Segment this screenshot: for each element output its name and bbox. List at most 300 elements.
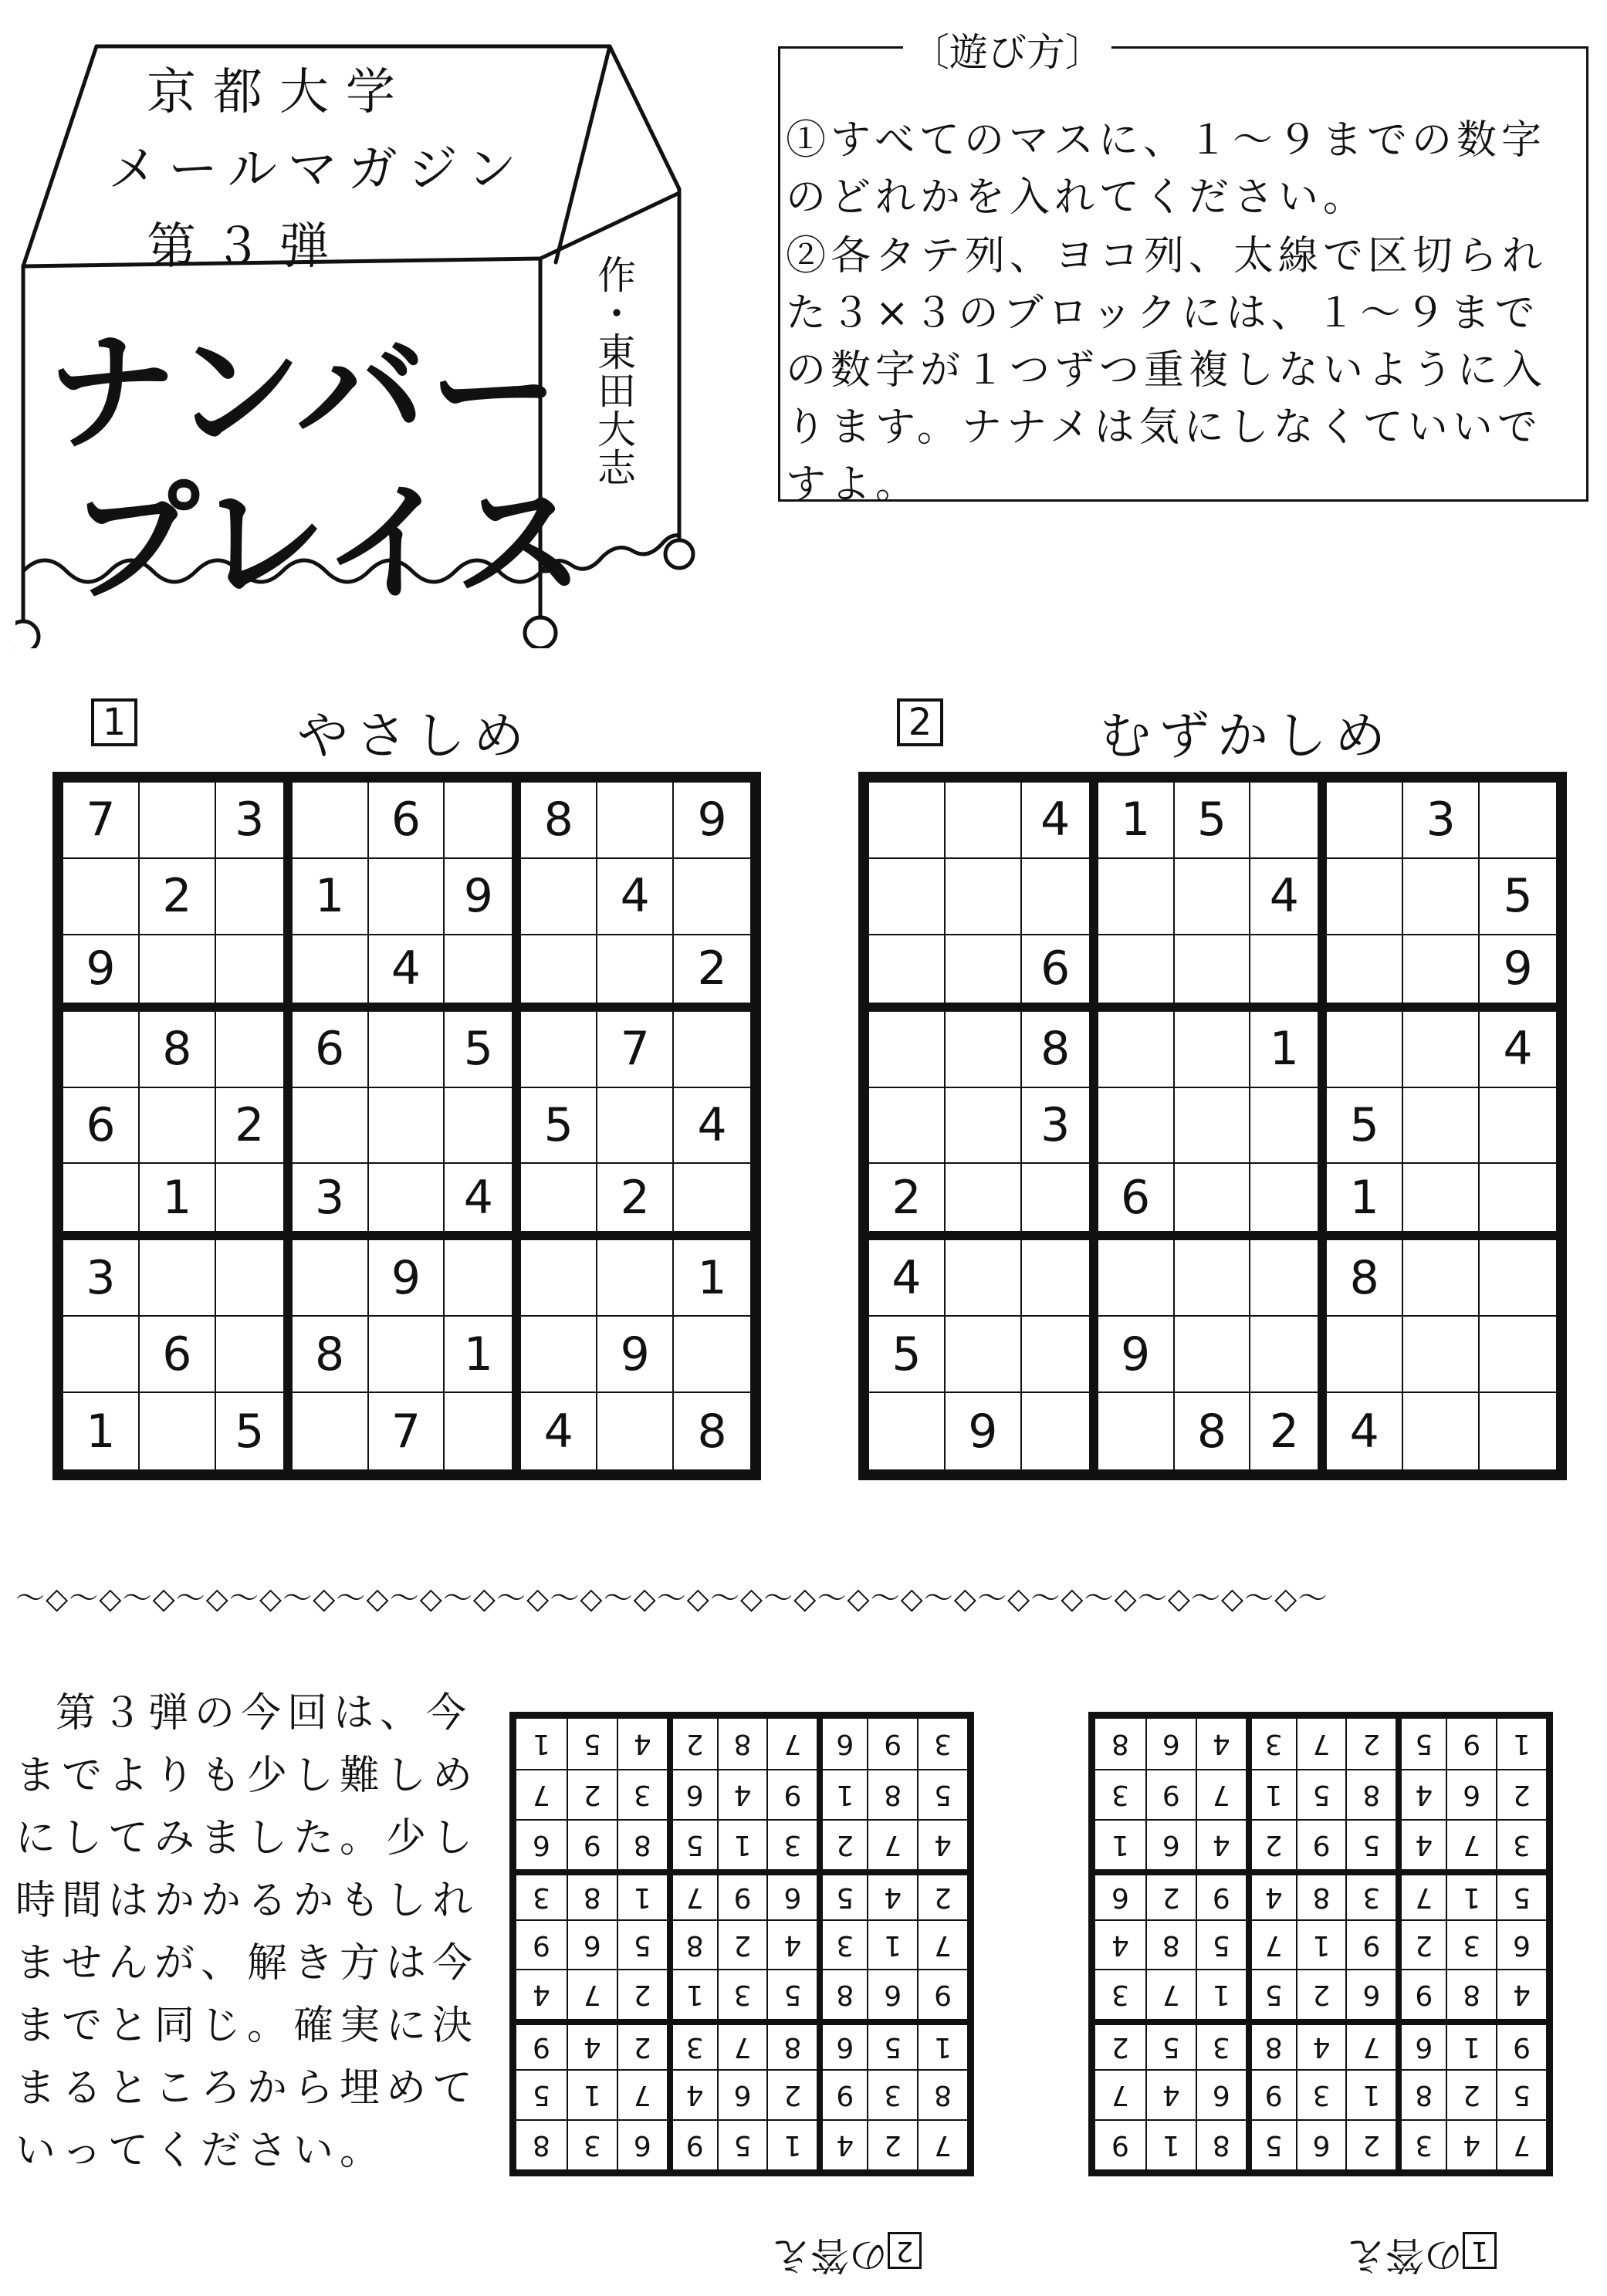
sudoku-cell (597, 1240, 674, 1317)
sudoku-cell: 3 (567, 2119, 617, 2169)
sudoku-cell: 2 (766, 2069, 817, 2119)
sudoku-cell: 5 (1396, 1719, 1446, 1769)
sudoku-cell: 3 (1396, 2119, 1446, 2169)
sudoku-cell: 5 (1480, 859, 1556, 935)
sudoku-cell (63, 1012, 140, 1088)
sudoku-cell (521, 1012, 597, 1088)
house-header-line2: メールマガジン (108, 141, 528, 198)
sudoku-cell: 9 (1098, 1317, 1175, 1393)
divider-pattern: ～◇～◇～◇～◇～◇～◇～◇～◇～◇～◇～◇～◇～◇～◇～◇～◇～◇～◇～◇～◇～◇～◇～◇～◇～ (15, 1581, 1328, 1615)
puzzle2-number-box: 2 (897, 698, 943, 746)
sudoku-cell (445, 783, 521, 859)
sudoku-cell (369, 1012, 445, 1088)
puzzle2-title: むずかしめ (1100, 706, 1393, 766)
sudoku-cell (216, 935, 293, 1012)
sudoku-cell: 4 (1095, 1919, 1145, 1970)
sudoku-cell: 4 (1196, 1819, 1246, 1869)
sudoku-cell (140, 1393, 216, 1469)
sudoku-cell: 4 (369, 935, 445, 1012)
house-header-line3: 第３弾 (147, 218, 346, 276)
sudoku-cell: 4 (1496, 1969, 1546, 2019)
sudoku-cell: 8 (1396, 2069, 1446, 2119)
sudoku-cell: 2 (1345, 1719, 1396, 1769)
sudoku-cell: 2 (1246, 1819, 1296, 1869)
sudoku-cell: 2 (867, 2119, 917, 2169)
sudoku-cell: 5 (817, 1869, 867, 1919)
sudoku-cell (597, 1393, 674, 1469)
sudoku-cell: 7 (1396, 1869, 1446, 1919)
sudoku-cell: 1 (1345, 2069, 1396, 2119)
answer1-grid (1088, 1712, 1553, 2176)
sudoku-cell (369, 859, 445, 935)
sudoku-cell: 1 (293, 859, 369, 935)
sudoku-cell (140, 1240, 216, 1317)
sudoku-cell: 3 (766, 1819, 817, 1869)
sudoku-cell: 5 (717, 2119, 767, 2169)
sudoku-cell: 4 (667, 2069, 717, 2119)
sudoku-cell (1250, 935, 1327, 1012)
sudoku-cell: 8 (817, 1969, 867, 2019)
sudoku-cell (1327, 1317, 1403, 1393)
sudoku-cell: 4 (817, 2119, 867, 2169)
sudoku-cell: 2 (216, 1088, 293, 1165)
sudoku-cell: 6 (1145, 1819, 1196, 1869)
sudoku-cell (521, 859, 597, 935)
sudoku-cell: 7 (717, 2019, 767, 2069)
sudoku-cell: 5 (1196, 1919, 1246, 1970)
sudoku-cell: 9 (567, 1819, 617, 1869)
sudoku-cell: 2 (817, 1819, 867, 1869)
sudoku-cell (1175, 1164, 1251, 1240)
sudoku-cell: 9 (674, 783, 750, 859)
sudoku-cell: 6 (1396, 2019, 1446, 2069)
sudoku-cell: 9 (1246, 2069, 1296, 2119)
sudoku-cell: 8 (1327, 1240, 1403, 1317)
sudoku-cell: 9 (817, 2069, 867, 2119)
sudoku-cell: 6 (567, 1919, 617, 1970)
sudoku-cell: 7 (1345, 2019, 1396, 2069)
title-house (15, 31, 710, 648)
sudoku-cell (1327, 859, 1403, 935)
sudoku-cell: 7 (917, 1919, 967, 1970)
sudoku-cell: 6 (766, 1869, 817, 1919)
sudoku-cell (674, 1164, 750, 1240)
sudoku-cell (1480, 1164, 1556, 1240)
sudoku-cell (521, 1240, 597, 1317)
sudoku-cell: 3 (667, 2019, 717, 2069)
sudoku-cell: 1 (1098, 783, 1175, 859)
rule-2: ②各タテ列、ヨコ列、太線で区切られた３×３のブロックには、１～９までの数字が１つずつ重複しないように入ります。ナナメは気にしなくていいですよ。 (786, 233, 1548, 508)
sudoku-cell: 2 (1296, 1969, 1346, 2019)
sudoku-cell (1175, 1088, 1251, 1165)
sudoku-cell: 5 (1246, 1969, 1296, 2019)
answer2-grid (509, 1712, 974, 2176)
sudoku-cell: 2 (567, 1769, 617, 1819)
sudoku-cell: 4 (867, 1869, 917, 1919)
answer1-label-text: の答え (1347, 2233, 1463, 2277)
sudoku-cell (216, 859, 293, 935)
answer2-label (772, 2230, 928, 2286)
sudoku-cell (521, 1317, 597, 1393)
sudoku-cell: 1 (63, 1393, 140, 1469)
sudoku-cell (1022, 1164, 1098, 1240)
sudoku-cell: 2 (717, 1919, 767, 1970)
sudoku-cell: 3 (63, 1240, 140, 1317)
sudoku-cell: 7 (516, 1769, 567, 1819)
sudoku-cell: 8 (516, 2119, 567, 2169)
sudoku-cell: 6 (867, 1969, 917, 2019)
author-message: 第３弾の今回は、今までよりも少し難しめにしてみました。少し時間はかかるかもしれませんが、解き方は今までと同じ。確実に決まるところから埋めていってください。 (15, 1690, 479, 2174)
sudoku-cell: 5 (1296, 1769, 1346, 1819)
sudoku-cell: 9 (516, 1919, 567, 1970)
author-credit: 作・東田大志 (591, 255, 636, 486)
sudoku-cell: 8 (617, 1819, 667, 1869)
sudoku-cell: 5 (869, 1317, 946, 1393)
sudoku-cell: 4 (674, 1088, 750, 1165)
sudoku-cell: 6 (293, 1012, 369, 1088)
sudoku-cell: 7 (1196, 1769, 1246, 1819)
sudoku-cell: 3 (717, 1969, 767, 2019)
sudoku-cell: 1 (1446, 1869, 1496, 1919)
sudoku-cell (445, 935, 521, 1012)
sudoku-cell: 3 (216, 783, 293, 859)
sudoku-cell (1403, 1393, 1480, 1469)
sudoku-cell (216, 1164, 293, 1240)
sudoku-cell: 5 (917, 1769, 967, 1819)
sudoku-cell: 7 (1296, 1719, 1346, 1769)
sudoku-cell: 6 (369, 783, 445, 859)
sudoku-cell: 5 (521, 1088, 597, 1165)
sudoku-cell (1250, 1240, 1327, 1317)
sudoku-cell (1098, 1393, 1175, 1469)
sudoku-cell: 1 (917, 2019, 967, 2069)
sudoku-cell: 3 (1095, 1969, 1145, 2019)
sudoku-cell (1098, 1240, 1175, 1317)
sudoku-cell (369, 1317, 445, 1393)
sudoku-cell: 3 (817, 1919, 867, 1970)
sudoku-cell: 3 (867, 2069, 917, 2119)
sudoku-cell: 9 (667, 2119, 717, 2169)
sudoku-cell: 5 (216, 1393, 293, 1469)
sudoku-cell: 4 (597, 859, 674, 935)
sudoku-cell (293, 783, 369, 859)
sudoku-cell: 3 (1095, 1769, 1145, 1819)
sudoku-cell: 9 (1145, 1769, 1196, 1819)
sudoku-cell: 1 (1496, 1719, 1546, 1769)
sudoku-cell (1175, 935, 1251, 1012)
sudoku-cell: 8 (667, 1919, 717, 1970)
sudoku-cell: 2 (617, 1969, 667, 2019)
sudoku-cell: 1 (567, 2069, 617, 2119)
sudoku-cell: 9 (369, 1240, 445, 1317)
sudoku-cell: 8 (1296, 1869, 1346, 1919)
sudoku-cell: 2 (1145, 1869, 1196, 1919)
sudoku-cell: 8 (766, 2019, 817, 2069)
sudoku-cell: 6 (1095, 1869, 1145, 1919)
sudoku-cell (1327, 1012, 1403, 1088)
sudoku-cell: 9 (1345, 1919, 1396, 1970)
sudoku-cell (869, 1012, 946, 1088)
sudoku-cell: 6 (1145, 1719, 1196, 1769)
sudoku-cell: 2 (1250, 1393, 1327, 1469)
sudoku-cell (869, 859, 946, 935)
sudoku-cell: 9 (597, 1317, 674, 1393)
sudoku-cell: 8 (1145, 1919, 1196, 1970)
sudoku-cell: 5 (1246, 2119, 1296, 2169)
sudoku-cell: 8 (697, 1404, 727, 1459)
sudoku-cell (1250, 1164, 1327, 1240)
sudoku-cell: 8 (1196, 2119, 1246, 2169)
sudoku-cell: 7 (63, 783, 140, 859)
sudoku-cell: 1 (867, 1919, 917, 1970)
sudoku-cell: 1 (667, 1969, 717, 2019)
sudoku-cell: 5 (567, 1719, 617, 1769)
sudoku-cell: 6 (140, 1317, 216, 1393)
sudoku-cell (1403, 1164, 1480, 1240)
sudoku-cell: 5 (867, 2019, 917, 2069)
rules-heading: 〔遊び方〕 (903, 22, 1111, 77)
sudoku-cell (216, 1240, 293, 1317)
sudoku-cell: 2 (1345, 2119, 1396, 2169)
sudoku-cell: 1 (140, 1164, 216, 1240)
sudoku-cell (521, 935, 597, 1012)
sudoku-cell: 5 (445, 1012, 521, 1088)
sudoku-cell: 9 (917, 1969, 967, 2019)
sudoku-cell (216, 1012, 293, 1088)
sudoku-cell (293, 1393, 369, 1469)
sudoku-cell (1480, 1088, 1556, 1165)
sudoku-cell (1480, 1317, 1556, 1393)
sudoku-cell (1022, 1240, 1098, 1317)
sudoku-cell (1480, 1393, 1556, 1469)
sudoku-cell (1480, 783, 1556, 859)
sudoku-cell: 2 (674, 935, 750, 1012)
sudoku-cell: 6 (1345, 1969, 1396, 2019)
sudoku-cell: 6 (1296, 2119, 1346, 2169)
sudoku-cell: 9 (1496, 2019, 1546, 2069)
sudoku-cell: 3 (1246, 1719, 1296, 1769)
sudoku-cell: 6 (617, 2119, 667, 2169)
sudoku-cell (1480, 1240, 1556, 1317)
sudoku-cell: 1 (1250, 1012, 1327, 1088)
sudoku-cell (1403, 1088, 1480, 1165)
sudoku-cell (946, 1317, 1022, 1393)
sudoku-cell (140, 1088, 216, 1165)
sudoku-cell: 4 (1480, 1012, 1556, 1088)
sudoku-cell (1250, 1088, 1327, 1165)
sudoku-cell (946, 1088, 1022, 1165)
sudoku-cell: 4 (1250, 859, 1327, 935)
sudoku-cell: 7 (766, 1719, 817, 1769)
sudoku-cell: 7 (867, 1819, 917, 1869)
sudoku-cell: 1 (1446, 2019, 1496, 2069)
sudoku-cell (63, 1317, 140, 1393)
sudoku-cell: 9 (946, 1393, 1022, 1469)
sudoku-cell: 9 (1480, 935, 1556, 1012)
sudoku-cell: 3 (1496, 1819, 1546, 1869)
sudoku-cell: 9 (1196, 1869, 1246, 1919)
sudoku-cell: 4 (1396, 1819, 1446, 1869)
sudoku-cell: 5 (1145, 2019, 1196, 2069)
sudoku-cell (1022, 1393, 1098, 1469)
sudoku-cell: 9 (1446, 1719, 1496, 1769)
puzzle1-grid (52, 772, 761, 1480)
sudoku-cell: 7 (1095, 2069, 1145, 2119)
sudoku-cell: 3 (1446, 1919, 1496, 1970)
sudoku-cell: 4 (521, 1393, 597, 1469)
sudoku-cell: 1 (1327, 1164, 1403, 1240)
sudoku-cell: 1 (617, 1869, 667, 1919)
sudoku-cell (1022, 859, 1098, 935)
sudoku-cell: 3 (1296, 2069, 1346, 2119)
sudoku-cell: 8 (293, 1317, 369, 1393)
divider (15, 1574, 1590, 1615)
sudoku-cell: 7 (1246, 1919, 1296, 1970)
sudoku-cell: 9 (867, 1719, 917, 1769)
answer2-number-box: 2 (888, 2232, 922, 2269)
sudoku-cell: 1 (533, 1727, 550, 1760)
sudoku-cell: 1 (1246, 1769, 1296, 1819)
sudoku-cell: 5 (1496, 2069, 1546, 2119)
sudoku-cell (521, 1164, 597, 1240)
sudoku-cell: 8 (917, 2069, 967, 2119)
rule-1: ①すべてのマスに、１～９までの数字のどれかを入れてください。 (786, 117, 1546, 221)
sudoku-cell (674, 859, 750, 935)
sudoku-cell: 5 (1496, 1869, 1546, 1919)
sudoku-cell: 4 (1446, 2119, 1496, 2169)
sudoku-cell (1175, 859, 1251, 935)
sudoku-cell: 8 (1246, 2019, 1296, 2069)
sudoku-cell: 2 (869, 1164, 946, 1240)
sudoku-cell (597, 935, 674, 1012)
sudoku-cell (1403, 935, 1480, 1012)
sudoku-cell (1098, 859, 1175, 935)
sudoku-cell (946, 783, 1022, 859)
sudoku-cell: 4 (1196, 1719, 1246, 1769)
sudoku-cell: 4 (1246, 1869, 1296, 1919)
main-title-line1: ナンバー (46, 317, 562, 468)
sudoku-cell: 4 (766, 1919, 817, 1970)
sudoku-cell: 7 (567, 1969, 617, 2019)
sudoku-cell (1403, 1240, 1480, 1317)
sudoku-cell: 6 (516, 1819, 567, 1869)
sudoku-cell (946, 1012, 1022, 1088)
puzzle2-grid (858, 772, 1567, 1480)
sudoku-cell: 3 (1345, 1869, 1396, 1919)
sudoku-cell: 8 (521, 783, 597, 859)
sudoku-cell: 9 (717, 1869, 767, 1919)
sudoku-cell: 3 (1196, 2019, 1246, 2069)
sudoku-cell (1098, 1012, 1175, 1088)
sudoku-cell: 2 (140, 859, 216, 935)
sudoku-cell: 2 (667, 1719, 717, 1769)
sudoku-cell: 2 (1396, 1919, 1446, 1970)
sudoku-cell: 9 (1095, 2119, 1145, 2169)
sudoku-cell (293, 935, 369, 1012)
sudoku-cell (1022, 1317, 1098, 1393)
sudoku-cell: 3 (293, 1164, 369, 1240)
sudoku-cell: 6 (63, 1088, 140, 1165)
sudoku-cell: 4 (917, 1819, 967, 1869)
sudoku-cell: 3 (917, 1719, 967, 1769)
sudoku-cell: 4 (516, 1969, 567, 2019)
sudoku-cell (369, 1088, 445, 1165)
sudoku-cell (140, 783, 216, 859)
sudoku-cell: 3 (617, 1769, 667, 1819)
sudoku-cell: 1 (674, 1240, 750, 1317)
sudoku-cell (1098, 1088, 1175, 1165)
sudoku-cell: 5 (1345, 1819, 1396, 1869)
sudoku-cell: 9 (1396, 1969, 1446, 2019)
sudoku-cell: 7 (617, 2069, 667, 2119)
sudoku-cell: 2 (1496, 1769, 1546, 1819)
sudoku-cell: 7 (369, 1393, 445, 1469)
sudoku-cell: 1 (766, 2119, 817, 2169)
sudoku-cell (1098, 935, 1175, 1012)
sudoku-cell (674, 1317, 750, 1393)
sudoku-cell (1175, 1240, 1251, 1317)
sudoku-cell: 6 (667, 1769, 717, 1819)
sudoku-cell: 3 (516, 1869, 567, 1919)
sudoku-cell: 9 (445, 859, 521, 935)
sudoku-cell: 7 (917, 2119, 967, 2169)
sudoku-cell: 6 (1496, 1919, 1546, 1970)
sudoku-cell: 4 (1327, 1393, 1403, 1469)
sudoku-cell: 8 (1345, 1769, 1396, 1819)
sudoku-cell: 7 (667, 1869, 717, 1919)
sudoku-cell: 7 (1145, 1969, 1196, 2019)
sudoku-cell: 6 (1446, 1769, 1496, 1819)
sudoku-cell (1175, 1317, 1251, 1393)
sudoku-cell: 8 (1175, 1393, 1251, 1469)
sudoku-cell: 4 (869, 1240, 946, 1317)
sudoku-cell: 4 (1145, 2069, 1196, 2119)
puzzle1-title: やさしめ (297, 706, 532, 766)
sudoku-cell: 9 (63, 935, 140, 1012)
sudoku-cell (369, 1164, 445, 1240)
sudoku-cell (293, 1088, 369, 1165)
sudoku-cell (293, 1240, 369, 1317)
sudoku-cell: 5 (1327, 1088, 1403, 1165)
sudoku-cell: 8 (567, 1869, 617, 1919)
sudoku-cell: 1 (445, 1317, 521, 1393)
sudoku-cell (597, 1088, 674, 1165)
sudoku-cell: 8 (1446, 1969, 1496, 2019)
sudoku-cell: 2 (1446, 2069, 1496, 2119)
sudoku-cell (674, 1012, 750, 1088)
sudoku-cell: 2 (597, 1164, 674, 1240)
sudoku-cell: 4 (1296, 2019, 1346, 2069)
sudoku-cell: 5 (1175, 783, 1251, 859)
sudoku-cell: 9 (766, 1769, 817, 1819)
sudoku-cell (445, 1088, 521, 1165)
main-title-line2: プレイス (69, 468, 588, 619)
sudoku-cell (946, 1164, 1022, 1240)
sudoku-cell (1327, 783, 1403, 859)
sudoku-cell: 6 (817, 2019, 867, 2069)
sudoku-cell (140, 935, 216, 1012)
sudoku-cell: 4 (617, 1719, 667, 1769)
sudoku-cell: 4 (445, 1164, 521, 1240)
sudoku-cell: 5 (516, 2069, 567, 2119)
sudoku-cell (1327, 935, 1403, 1012)
sudoku-cell (946, 1240, 1022, 1317)
answer2-label-text: の答え (772, 2233, 888, 2277)
sudoku-cell: 1 (1196, 1969, 1246, 2019)
sudoku-cell (1250, 1317, 1327, 1393)
sudoku-cell: 4 (1022, 783, 1098, 859)
sudoku-cell (1403, 1012, 1480, 1088)
